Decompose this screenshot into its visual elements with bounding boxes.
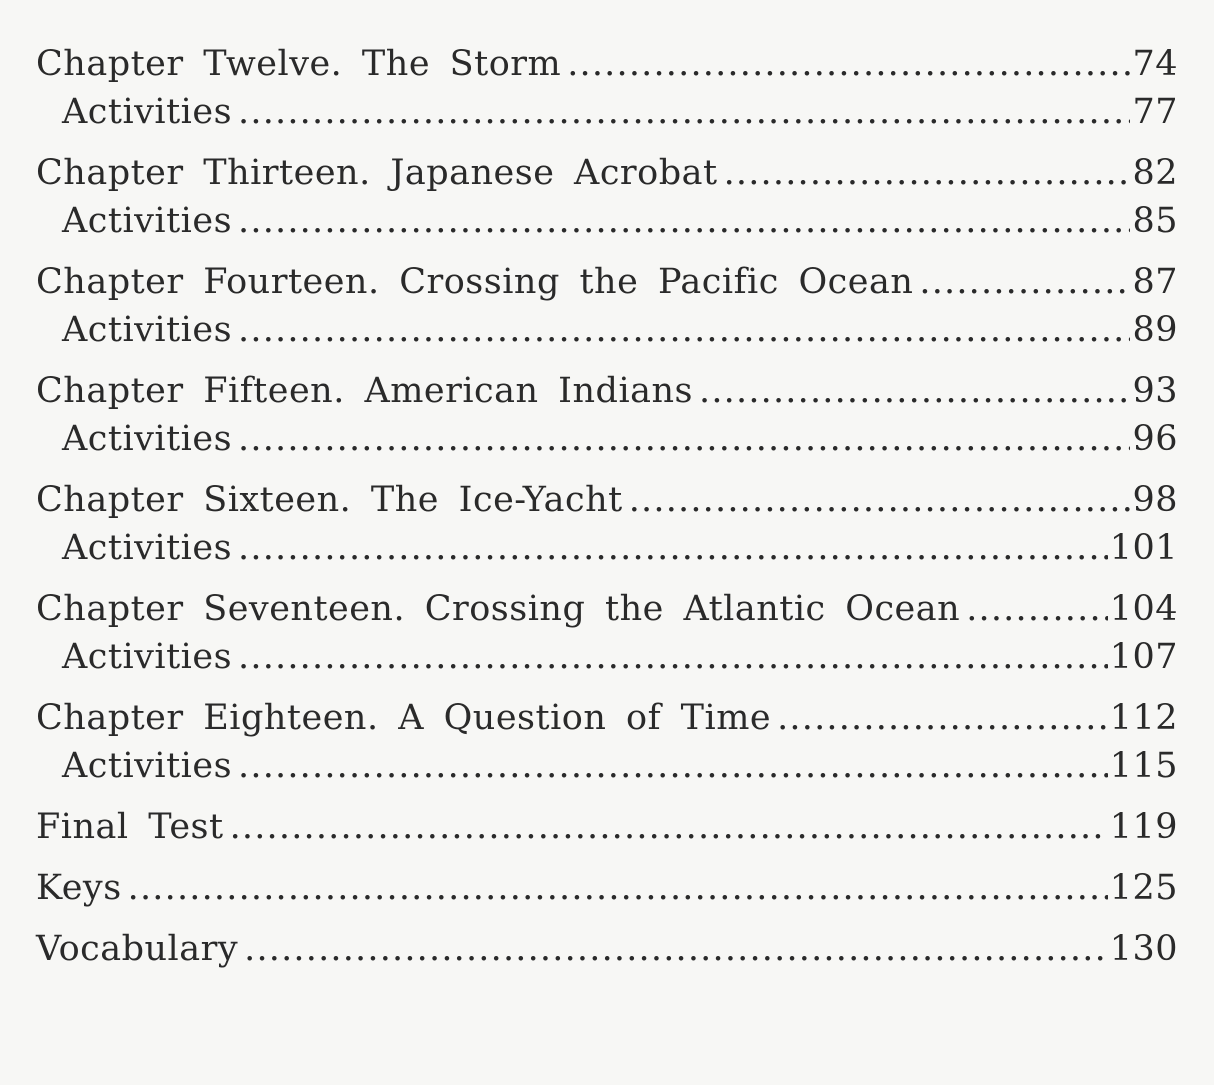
chapter-title: Chapter Twelve. The Storm <box>36 44 562 84</box>
toc-entry <box>36 367 1178 415</box>
toc-entry <box>36 476 1178 524</box>
page-number: 96 <box>1132 419 1178 459</box>
activities-label: Activities <box>62 528 233 568</box>
dot-leader <box>238 742 1108 790</box>
toc-final-test <box>36 803 1178 851</box>
toc-chapter-17 <box>36 585 1178 681</box>
page-number: 115 <box>1109 746 1178 786</box>
section-title: Final Test <box>36 807 224 847</box>
toc-subentry <box>36 633 1178 681</box>
toc-entry <box>36 585 1178 633</box>
dot-leader <box>238 306 1130 354</box>
toc-subentry <box>36 415 1178 463</box>
toc-subentry <box>36 88 1178 136</box>
page-number: 87 <box>1132 262 1178 302</box>
activities-label: Activities <box>62 746 233 786</box>
page-number: 101 <box>1109 528 1178 568</box>
dot-leader <box>629 476 1131 524</box>
toc-chapter-16 <box>36 476 1178 572</box>
page-number: 112 <box>1109 698 1178 738</box>
page-number: 119 <box>1109 807 1178 847</box>
dot-leader <box>238 415 1130 463</box>
toc-chapter-12 <box>36 40 1178 136</box>
dot-leader <box>966 585 1108 633</box>
activities-label: Activities <box>62 310 233 350</box>
activities-label: Activities <box>62 92 233 132</box>
toc-entry <box>36 864 1178 912</box>
dot-leader <box>238 633 1108 681</box>
page-number: 93 <box>1132 371 1178 411</box>
page-number: 130 <box>1109 929 1178 969</box>
activities-label: Activities <box>62 201 233 241</box>
dot-leader <box>238 197 1130 245</box>
toc-entry <box>36 803 1178 851</box>
page-number: 107 <box>1109 637 1178 677</box>
chapter-title: Chapter Eighteen. A Question of Time <box>36 698 772 738</box>
activities-label: Activities <box>62 637 233 677</box>
toc-chapter-15 <box>36 367 1178 463</box>
section-title: Keys <box>36 868 122 908</box>
dot-leader <box>238 524 1108 572</box>
toc-entry <box>36 40 1178 88</box>
dot-leader <box>724 149 1131 197</box>
toc-chapter-14 <box>36 258 1178 354</box>
toc-subentry <box>36 306 1178 354</box>
toc-subentry <box>36 524 1178 572</box>
toc-keys <box>36 864 1178 912</box>
toc-subentry <box>36 197 1178 245</box>
chapter-title: Chapter Sixteen. The Ice-Yacht <box>36 480 623 520</box>
page-number: 77 <box>1132 92 1178 132</box>
toc-entry <box>36 149 1178 197</box>
page-number: 89 <box>1132 310 1178 350</box>
toc-vocabulary <box>36 925 1178 973</box>
section-title: Vocabulary <box>36 929 239 969</box>
page-number: 125 <box>1109 868 1178 908</box>
chapter-title: Chapter Seventeen. Crossing the Atlantic Ocean <box>36 589 961 629</box>
dot-leader <box>567 40 1130 88</box>
table-of-contents <box>36 40 1178 973</box>
dot-leader <box>919 258 1130 306</box>
dot-leader <box>777 694 1108 742</box>
toc-chapter-13 <box>36 149 1178 245</box>
activities-label: Activities <box>62 419 233 459</box>
chapter-title: Chapter Thirteen. Japanese Acrobat <box>36 153 718 193</box>
toc-entry <box>36 925 1178 973</box>
page-number: 98 <box>1132 480 1178 520</box>
dot-leader <box>244 925 1108 973</box>
toc-subentry <box>36 742 1178 790</box>
page-number: 104 <box>1109 589 1178 629</box>
chapter-title: Chapter Fifteen. American Indians <box>36 371 694 411</box>
toc-entry <box>36 694 1178 742</box>
dot-leader <box>230 803 1108 851</box>
page-number: 74 <box>1132 44 1178 84</box>
chapter-title: Chapter Fourteen. Crossing the Pacific Ocean <box>36 262 914 302</box>
toc-entry <box>36 258 1178 306</box>
dot-leader <box>699 367 1130 415</box>
page-number: 85 <box>1132 201 1178 241</box>
toc-chapter-18 <box>36 694 1178 790</box>
page-number: 82 <box>1132 153 1178 193</box>
dot-leader <box>238 88 1130 136</box>
dot-leader <box>128 864 1108 912</box>
